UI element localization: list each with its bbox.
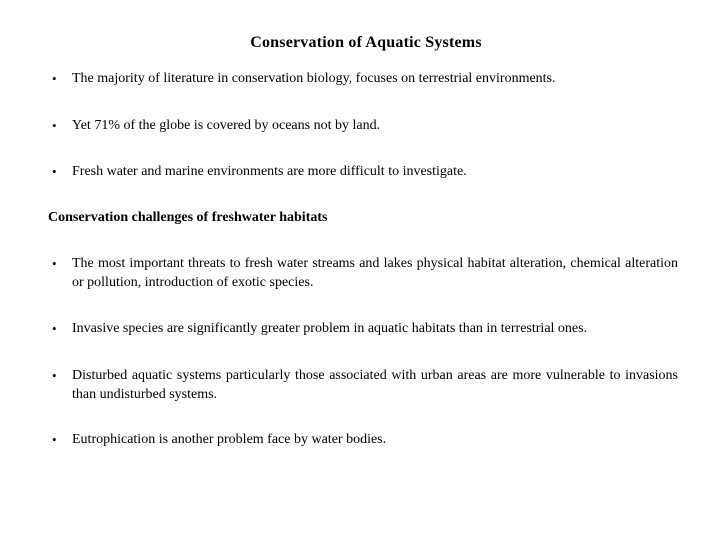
page-title: Conservation of Aquatic Systems <box>250 34 482 51</box>
bullet-text: The most important threats to fresh water streams and lakes physical habitat alteration, chemical alteration or pollution, introduction of exotic species. <box>72 256 678 290</box>
bullet-text: Fresh water and marine environments are more difficult to investigate. <box>72 164 467 179</box>
bullet-text: Yet 71% of the globe is covered by oceans not by land. <box>72 118 381 133</box>
bullet-icon: • <box>52 321 57 336</box>
bullet-icon: • <box>52 432 57 447</box>
bullet-icon: • <box>52 118 57 133</box>
section-heading: Conservation challenges of freshwater habitats <box>48 210 328 225</box>
bullet-icon: • <box>52 256 57 271</box>
bullet-text: The majority of literature in conservation biology, focuses on terrestrial environments. <box>72 71 556 86</box>
bullet-icon: • <box>52 368 57 383</box>
bullet-text: Disturbed aquatic systems particularly those associated with urban areas are more vulnerable to invasions than undisturbed systems. <box>72 368 678 402</box>
bullet-icon: • <box>52 71 57 86</box>
bullet-text: Eutrophication is another problem face by water bodies. <box>72 432 387 447</box>
bullet-icon: • <box>52 164 57 179</box>
bullet-text: Invasive species are significantly greater problem in aquatic habitats than in terrestrial ones. <box>72 321 588 336</box>
